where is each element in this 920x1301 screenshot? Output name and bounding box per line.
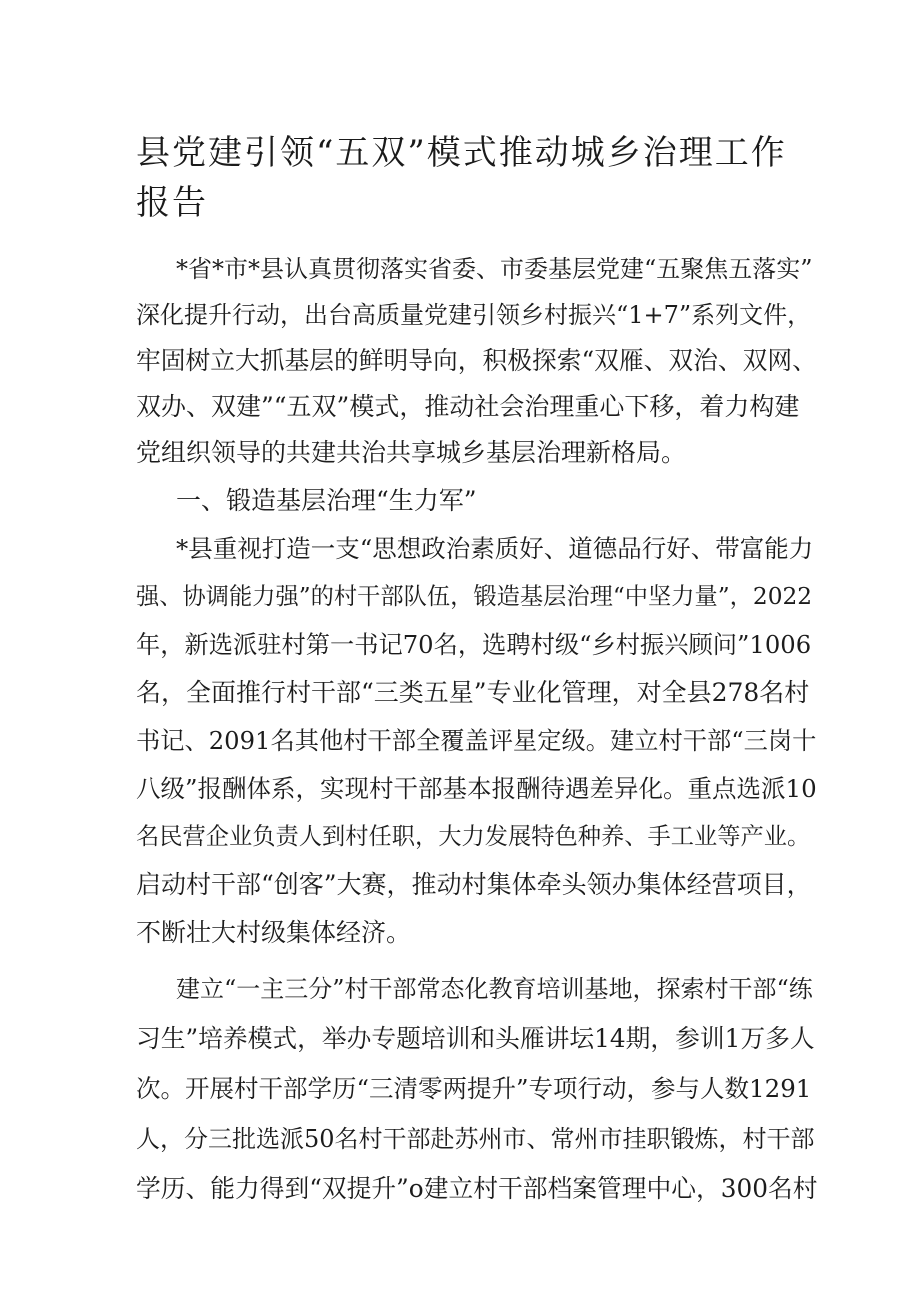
document-title: 县党建引领“五双”模式推动城乡治理工作报告 — [136, 133, 787, 223]
paragraph-line: 习生”培养模式，举办专题培训和头雁讲坛14期，参训1万多人 — [136, 1024, 815, 1053]
paragraph-line: 双办、双建”“五双”模式，推动社会治理重心下移，着力构建 — [136, 392, 800, 421]
paragraph-line: 人，分三批选派50名村干部赴苏州市、常州市挂职锻炼，村干部 — [136, 1125, 815, 1153]
paragraph-line: 启动村干部“创客”大赛，推动村集体牵头领办集体经营项目， — [136, 870, 812, 899]
paragraph-line: 牢固树立大抓基层的鲜明导向，积极探索“双雁、双治、双网、 — [136, 346, 817, 375]
paragraph-line: 深化提升行动，出台高质量党建引领乡村振兴“1+7”系列文件， — [136, 301, 812, 329]
paragraph-line: 八级”报酬体系，实现村干部基本报酬待遇差异化。重点选派10 — [136, 774, 817, 803]
paragraph-line: 年，新选派驻村第一书记70名，选聘村级“乡村振兴顾问”1006 — [136, 630, 812, 659]
paragraph-line: 学历、能力得到“双提升”o建立村干部档案管理中心，300名村 — [136, 1174, 818, 1203]
paragraph-line: *省*市*县认真贯彻落实省委、市委基层党建“五聚焦五落实” — [176, 255, 813, 283]
section-heading: 一、锻造基层治理“生力军” — [176, 486, 477, 515]
paragraph-line: 名民营企业负责人到村任职，大力发展特色种养、手工业等产业。 — [136, 823, 811, 850]
paragraph-line: 不断壮大村级集体经济。 — [136, 918, 412, 947]
paragraph-line: 次。开展村干部学历“三清零两提升”专项行动，参与人数1291 — [136, 1074, 812, 1103]
paragraph-line: 建立“一主三分”村干部常态化教育培训基地，探索村干部“练 — [176, 975, 813, 1003]
paragraph-line: 强、协调能力强”的村干部队伍，锻造基层治理“中坚力量”，2022 — [136, 583, 813, 610]
paragraph-line: 党组织领导的共建共治共享城乡基层治理新格局。 — [136, 438, 687, 467]
paragraph-line: 名，全面推行村干部“三类五星”专业化管理，对全县278名村 — [136, 678, 810, 707]
paragraph-line: *县重视打造一支“思想政治素质好、道德品行好、带富能力 — [176, 534, 814, 563]
paragraph-line: 书记、2091名其他村干部全覆盖评星定级。建立村干部“三岗十 — [136, 726, 817, 755]
